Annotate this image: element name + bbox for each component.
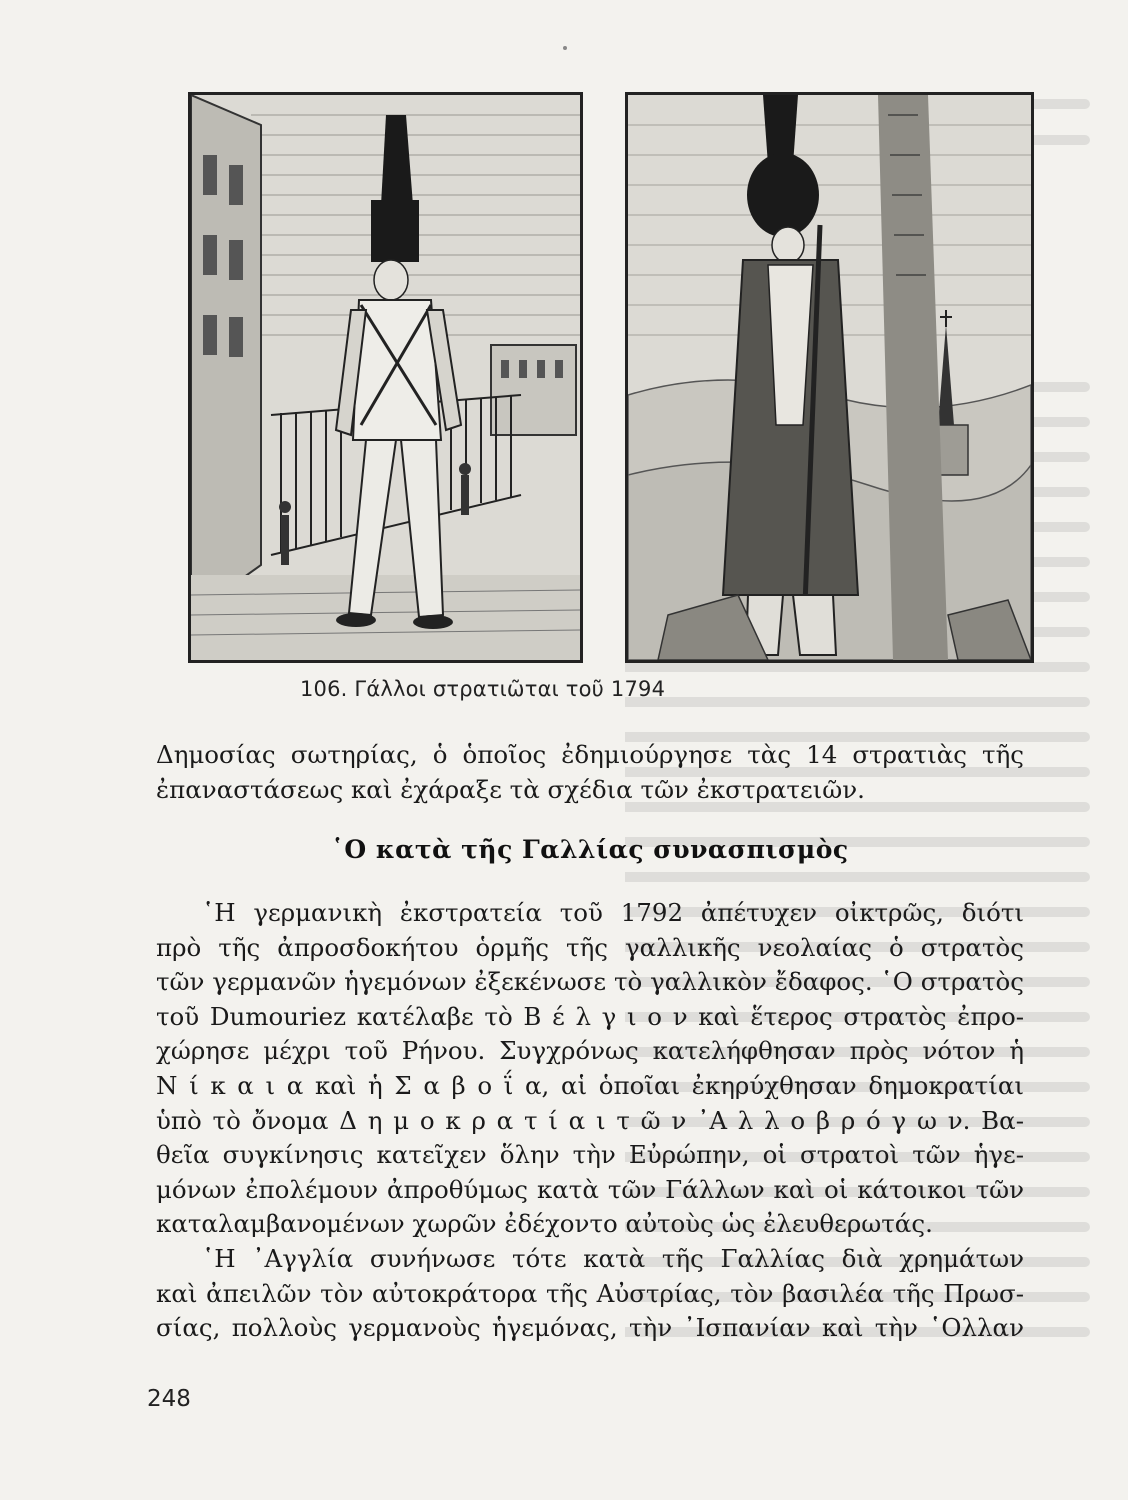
text-line: Δημοσίας σωτηρίας, ὁ ὁποῖος ἐδημιούργησε τὰς 14 στρατιὰς τῆς [156, 740, 1024, 769]
continuation-paragraph [156, 738, 1024, 807]
section-heading: ῾Ο κατὰ τῆς Γαλλίας συνασπισμὸς [331, 835, 849, 864]
page-number: 248 [147, 1386, 191, 1412]
grenadier-village-engraving [628, 95, 1031, 660]
text-line: ἐπαναστάσεως καὶ ἐχάραξε τὰ σχέδια τῶν ἐκστρατειῶν. [156, 774, 865, 804]
text-line: Ν ί κ α ι α καὶ ἡ Σ α β ο ΐ α, αἱ ὁποῖαι ἐκηρύχθησαν δημοκρατίαι [156, 1070, 1024, 1100]
text-line: καὶ ἀπειλῶν τὸν αὐτοκράτορα τῆς Αὐστρίας, τὸν βασιλέα τῆς Πρωσ- [156, 1278, 1024, 1308]
text-line: καταλαμβανομένων χωρῶν ἐδέχοντο αὐτοὺς ὡς ἐλευθερωτάς. [156, 1209, 933, 1239]
text-line: ὑπὸ τὸ ὄνομα Δ η μ ο κ ρ α τ ί α ι τ ῶ ν ᾿Α λ λ ο β ρ ό γ ω ν. Βα- [156, 1105, 1024, 1135]
text-line: ῾Η γερμανικὴ ἐκστρατεία τοῦ 1792 ἀπέτυχεν οἰκτρῶς, διότι [202, 898, 1024, 927]
soldier-street-engraving [191, 95, 580, 660]
text-line: ῾Η ᾿Αγγλία συνήνωσε τότε κατὰ τῆς Γαλλίας διὰ χρημάτων [202, 1243, 1024, 1273]
text-line: σίας, πολλοὺς γερμανοὺς ἡγεμόνας, τὴν ᾿Ισπανίαν καὶ τὴν ῾Ολλαν [156, 1313, 1024, 1343]
illustration-right-grenadier [625, 92, 1034, 663]
figure-caption: 106. Γάλλοι στρατιῶται τοῦ 1794 [300, 677, 666, 701]
text-line: πρὸ τῆς ἀπροσδοκήτου ὁρμῆς τῆς γαλλικῆς νεολαίας ὁ στρατὸς [156, 932, 1024, 962]
text-line: μόνων ἐπολέμουν ἀπροθύμως κατὰ τῶν Γάλλων καὶ οἱ κάτοικοι τῶν [156, 1174, 1024, 1204]
illustration-left-soldier [188, 92, 583, 663]
section-body [156, 896, 1024, 1346]
text-line: τῶν γερμανῶν ἡγεμόνων ἐξεκένωσε τὸ γαλλικὸν ἔδαφος. ῾Ο στρατὸς [156, 967, 1024, 997]
text-line: χώρησε μέχρι τοῦ Ρήνου. Συγχρόνως κατελήφθησαν πρὸς νότον ἡ [156, 1036, 1024, 1066]
ink-speck [563, 46, 567, 50]
text-line: τοῦ Dumouriez κατέλαβε τὸ Β έ λ γ ι ο ν καὶ ἕτερος στρατὸς ἐπρο- [156, 1001, 1024, 1031]
text-line: θεῖα συγκίνησις κατεῖχεν ὅλην τὴν Εὐρώπην, οἱ στρατοὶ τῶν ἡγε- [156, 1140, 1024, 1170]
